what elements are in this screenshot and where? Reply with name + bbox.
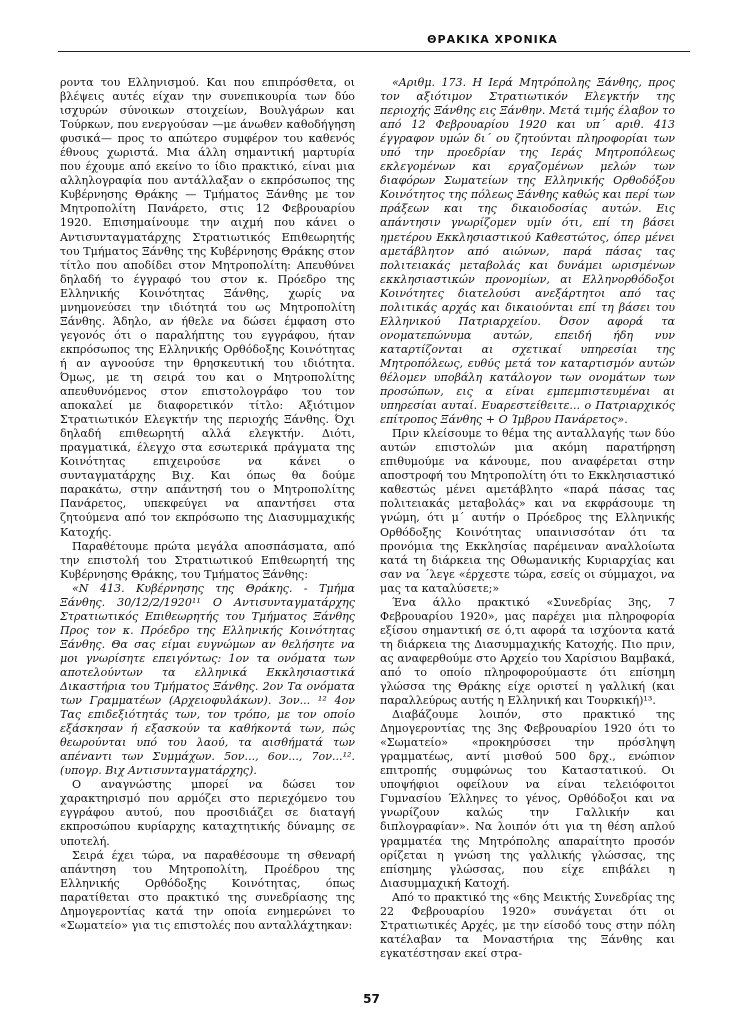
- right-column: [380, 76, 675, 961]
- paragraph: Από το πρακτικό της «6ης Μεικτής Συνεδρίας της 22 Φεβρουαρίου 1920» συνάγεται ότι οι Στρατιωτικές Αρχές, με την είσοδό τους στην πόλη κατέλαβαν τα Μοναστήρια της Ξάνθης και εγκατέστησαν εκεί στρα-: [380, 890, 675, 960]
- left-column: [60, 76, 355, 933]
- paragraph: Διαβάζουμε λοιπόν, στο πρακτικό της Δημογεροντίας της 3ης Φεβρουαρίου 1920 ότι το «Σωματείο» «προκηρύσσει την πρόσληψη γραμματέως, αντί μισθού 500 δρχ., ενώπιον επιτροπής συμφώνως του Καταστατικού. Οι υποψήφιοι οφείλουν να είναι τελειόφοιτοι Γυμνασίου Έλληνες το γένος, Ορθόδοξοι και να γνωρίζουν καλώς την Γαλλικήν και διπλογραφίαν». Να λοιπόν ότι για τη θέση απλού γραμματέα της Μητρόπολης απαραίτητο προσόν ορίζεται η γνώση της γαλλικής γλώσσας, της επίσημης γλώσσας, που είχε επιβάλει η Διασυμμαχική Κατοχή.: [380, 708, 675, 890]
- quoted-letter: «Ν 413. Κυβέρνησης της Θράκης. - Τμήμα Ξάνθης. 30/12/2/1920¹¹ Ο Αντισυνταγματάρχης Στρατιωτικός Επιθεωρητής του Τμήματος Ξάνθης Προς τον κ. Πρόεδρο της Ελληνικής Κοινότητας Ξάνθης. Θα σας είμαι ευγνώμων αν θελήσητε να μοι γνωρίσητε επειγόντως: 1ον τα ονόματα των αποτελούντων τα ελληνικά Εκκλησιαστικά Δικαστήρια του Τμήματος Ξάνθης. 2ον Τα ονόματα των Γραμματέων (Αρχειοφυλάκων). 3ον... ¹² 4ον Τας επιδεξιότητάς των, τον τρόπο, με τον οποίο εξάσκησαν ή εξασκούν τα καθήκοντά των, πώς θεωρούνται υπό του λαού, τα αισθήματά των απέναντι των Συμμάχων. 5ον..., 6ον..., 7ον...¹². (υπογρ. Βιχ Αντισυνταγματάρχης).: [60, 581, 355, 778]
- journal-title: ΘΡΑΚΙΚΑ ΧΡΟΝΙΚΑ: [427, 33, 558, 46]
- paragraph: Παραθέτουμε πρώτα μεγάλα αποσπάσματα, από την επιστολή του Στρατιωτικού Επιθεωρητή της Κυβέρνησης Θράκης, του Τμήματος Ξάνθης:: [60, 539, 355, 581]
- quoted-letter: «Αριθμ. 173. Η Ιερά Μητρόπολης Ξάνθης, προς τον αξιότιμον Στρατιωτικόν Ελεγκτήν της περιοχής Ξάνθης εις Ξάνθην. Μετά τιμής έλαβον το από 12 Φεβρουαρίου 1920 και υπ΄ αριθ. 413 έγγραφον υμών δι΄ ου ζητούνται πληροφορίαι των υπό την προεδρίαν της Ιεράς Μητροπόλεως εκλεγομένων και εργαζομένων μελών των διαφόρων Σωματείων της Ελληνικής Ορθοδόξου Κοινότητος της πόλεως Ξάνθης καθώς και περί των πράξεων και της δικαιοδοσίας αυτών. Εις απάντησιν γνωρίζομεν υμίν ότι, επί τη βάσει ημετέρου Εκκλησιαστικού Καθεστώτος, όπερ μένει αμετάβλητον από αιώνων, παρά πάσας τας πολιτειακάς μεταβολάς και δυνάμει ωρισμένων εκκλησιαστικών προνομίων, αι Ελληνορθόδοξοι Κοινότητες διατελούσι ανεξάρτητοι από τας πολιτικάς αρχάς και δικαιούνται επί τη βάσει του Ελληνικού Πατριαρχείου. Όσον αφορά τα ονοματεπώνυμα αυτών, επειδή ήδη νυν καταρτίζονται αι σχετικαί υπηρεσίαι της Μητροπόλεως, ευθύς μετά τον καταρτισμόν αυτών θέλομεν υποβάλη κατάλογον των ονομάτων των προσώπων, εις α είναι εμπεμπιστευμέναι αι υπηρεσίαι αυταί. Ευαρεστείθειτε... ο Πατριαρχικός επίτροπος Ξάνθης + Ο Ίμβρου Πανάρετος».: [380, 76, 675, 427]
- header-rule: [58, 51, 690, 52]
- paragraph: Πριν κλείσουμε το θέμα της ανταλλαγής των δύο αυτών επιστολών μια ακόμη παρατήρηση επιθυμούμε να κάνουμε, που αναφέρεται στην αποστροφή του Μητροπολίτη ότι το Εκκλησιαστικό καθεστώς μένει αμετάβλητο «παρά πάσας τας πολιτειακάς μεταβολάς» και να εκφράσουμε τη γνώμη, ότι μ΄ αυτήν ο Πρόεδρος της Ελληνικής Ορθόδοξης Κοινότητας υπαινισσόταν ότι τα προνόμια της Εκκλησίας παρέμειναν αναλλοίωτα κατά τη διάρκεια της Οθωμανικής Κυριαρχίας και σαν να ΄λεγε «έρχεστε τώρα, εσείς οι σύμμαχοι, να μας τα καταλύσετε;»: [380, 427, 675, 595]
- paragraph: ροντα του Ελληνισμού. Και που επιπρόσθετα, οι βλέψεις αυτές είχαν την συνεπικουρία των δύο ισχυρών σύνοικων στοιχείων, Βουλγάρων και Τούρκων, που ενεργούσαν —με άνωθεν καθοδήγηση φυσικά— προς το απώτερο συμφέρον του καθενός έθνους χωριστά. Μια άλλη σημαντική μαρτυρία που έχουμε από εκείνο το ίδιο πρακτικό, είναι μια αλληλογραφία που αντάλλαξαν ο εκπρόσωπος της Κυβέρνησης Θράκης — Τμήματος Ξάνθης με τον Μητροπολίτη Πανάρετο, στις 12 Φεβρουαρίου 1920. Επισημαίνουμε την αιχμή που κάνει ο Αντισυνταγματάρχης Στρατιωτικός Επιθεωρητής του Τμήματος Ξάνθης της Κυβέρνησης Θράκης στον τίτλο που αποδίδει στον Μητροπολίτη: Απευθύνει δηλαδή το έγγραφό του στον κ. Πρόεδρο της Ελληνικής Κοινότητας Ξάνθης, χωρίς να μνημονεύσει την ιδιότητά του ως Μητροπολίτη Ξάνθης. Άδηλο, αν ήθελε να δώσει έμφαση στο γεγονός ότι ο παραλήπτης του εγγράφου, ήταν εκπρόσωπος της Ελληνικής Ορθόδοξης Κοινότητας ή αν αγνοούσε την θρησκευτική του ιδιότητα. Όμως, με τη σειρά του και ο Μητροπολίτης απευθυνόμενος στον επιστολογράφο του τον αποκαλεί με διαφορετικόν τίτλο: Αξιότιμον Στρατιωτικόν Ελεγκτήν της περιοχής Ξάνθης. Όχι δηλαδή επιθεωρητή αλλά ελεγκτήν. Διότι, πραγματικά, έλεγχο στα εσωτερικά πράγματα της Κοινότητας επιχειρούσε να κάνει ο συνταγματάρχης Βιχ. Και όπως θα δούμε παρακάτω, στην απάντησή του ο Μητροπολίτης Πανάρετος, υπεκφεύγει να απαντήσει στα ζητούμενα από τον εκπρόσωπο της Διασυμμαχικής Κατοχής.: [60, 76, 355, 539]
- running-header: [0, 28, 735, 47]
- paragraph: Ένα άλλο πρακτικό «Συνεδρίας 3ης, 7 Φεβρουαρίου 1920», μας παρέχει μια πληροφορία εξίσου σημαντική σε ό,τι αφορά τα ισχύοντα κατά τη διάρκεια της Διασυμμαχικής Κατοχής. Πιο πριν, ας αναφερθούμε στο Αρχείο του Χαρίσιου Βαμβακά, από το οποίο πληροφορούμαστε ότι επίσημη γλώσσα της Θράκης είχε οριστεί η γαλλική (και παραλλεύρως αυτής η Ελληνική και Τουρκική)¹³.: [380, 595, 675, 708]
- page-number-value: 57: [363, 992, 380, 1006]
- page-number: [0, 992, 735, 1006]
- paragraph: Ο αναγνώστης μπορεί να δώσει τον χαρακτηρισμό που αρμόζει στο περιεχόμενο του εγγράφου αυτού, που προσιδιάζει σε διαταγή εκπροσώπου κυρίαρχης καταχτητικής δύναμης σε υποτελή.: [60, 778, 355, 848]
- paragraph: Σειρά έχει τώρα, να παραθέσουμε τη σθεναρή απάντηση του Μητροπολίτη, Προέδρου της Ελληνικής Ορθόδοξης Κοινότητας, όπως παρατίθεται στο πρακτικό της συνεδρίασης της Δημογεροντίας κατά την οποία ενημερώνει το «Σωματείο» για τις επιστολές που ανταλλάχτηκαν:: [60, 848, 355, 932]
